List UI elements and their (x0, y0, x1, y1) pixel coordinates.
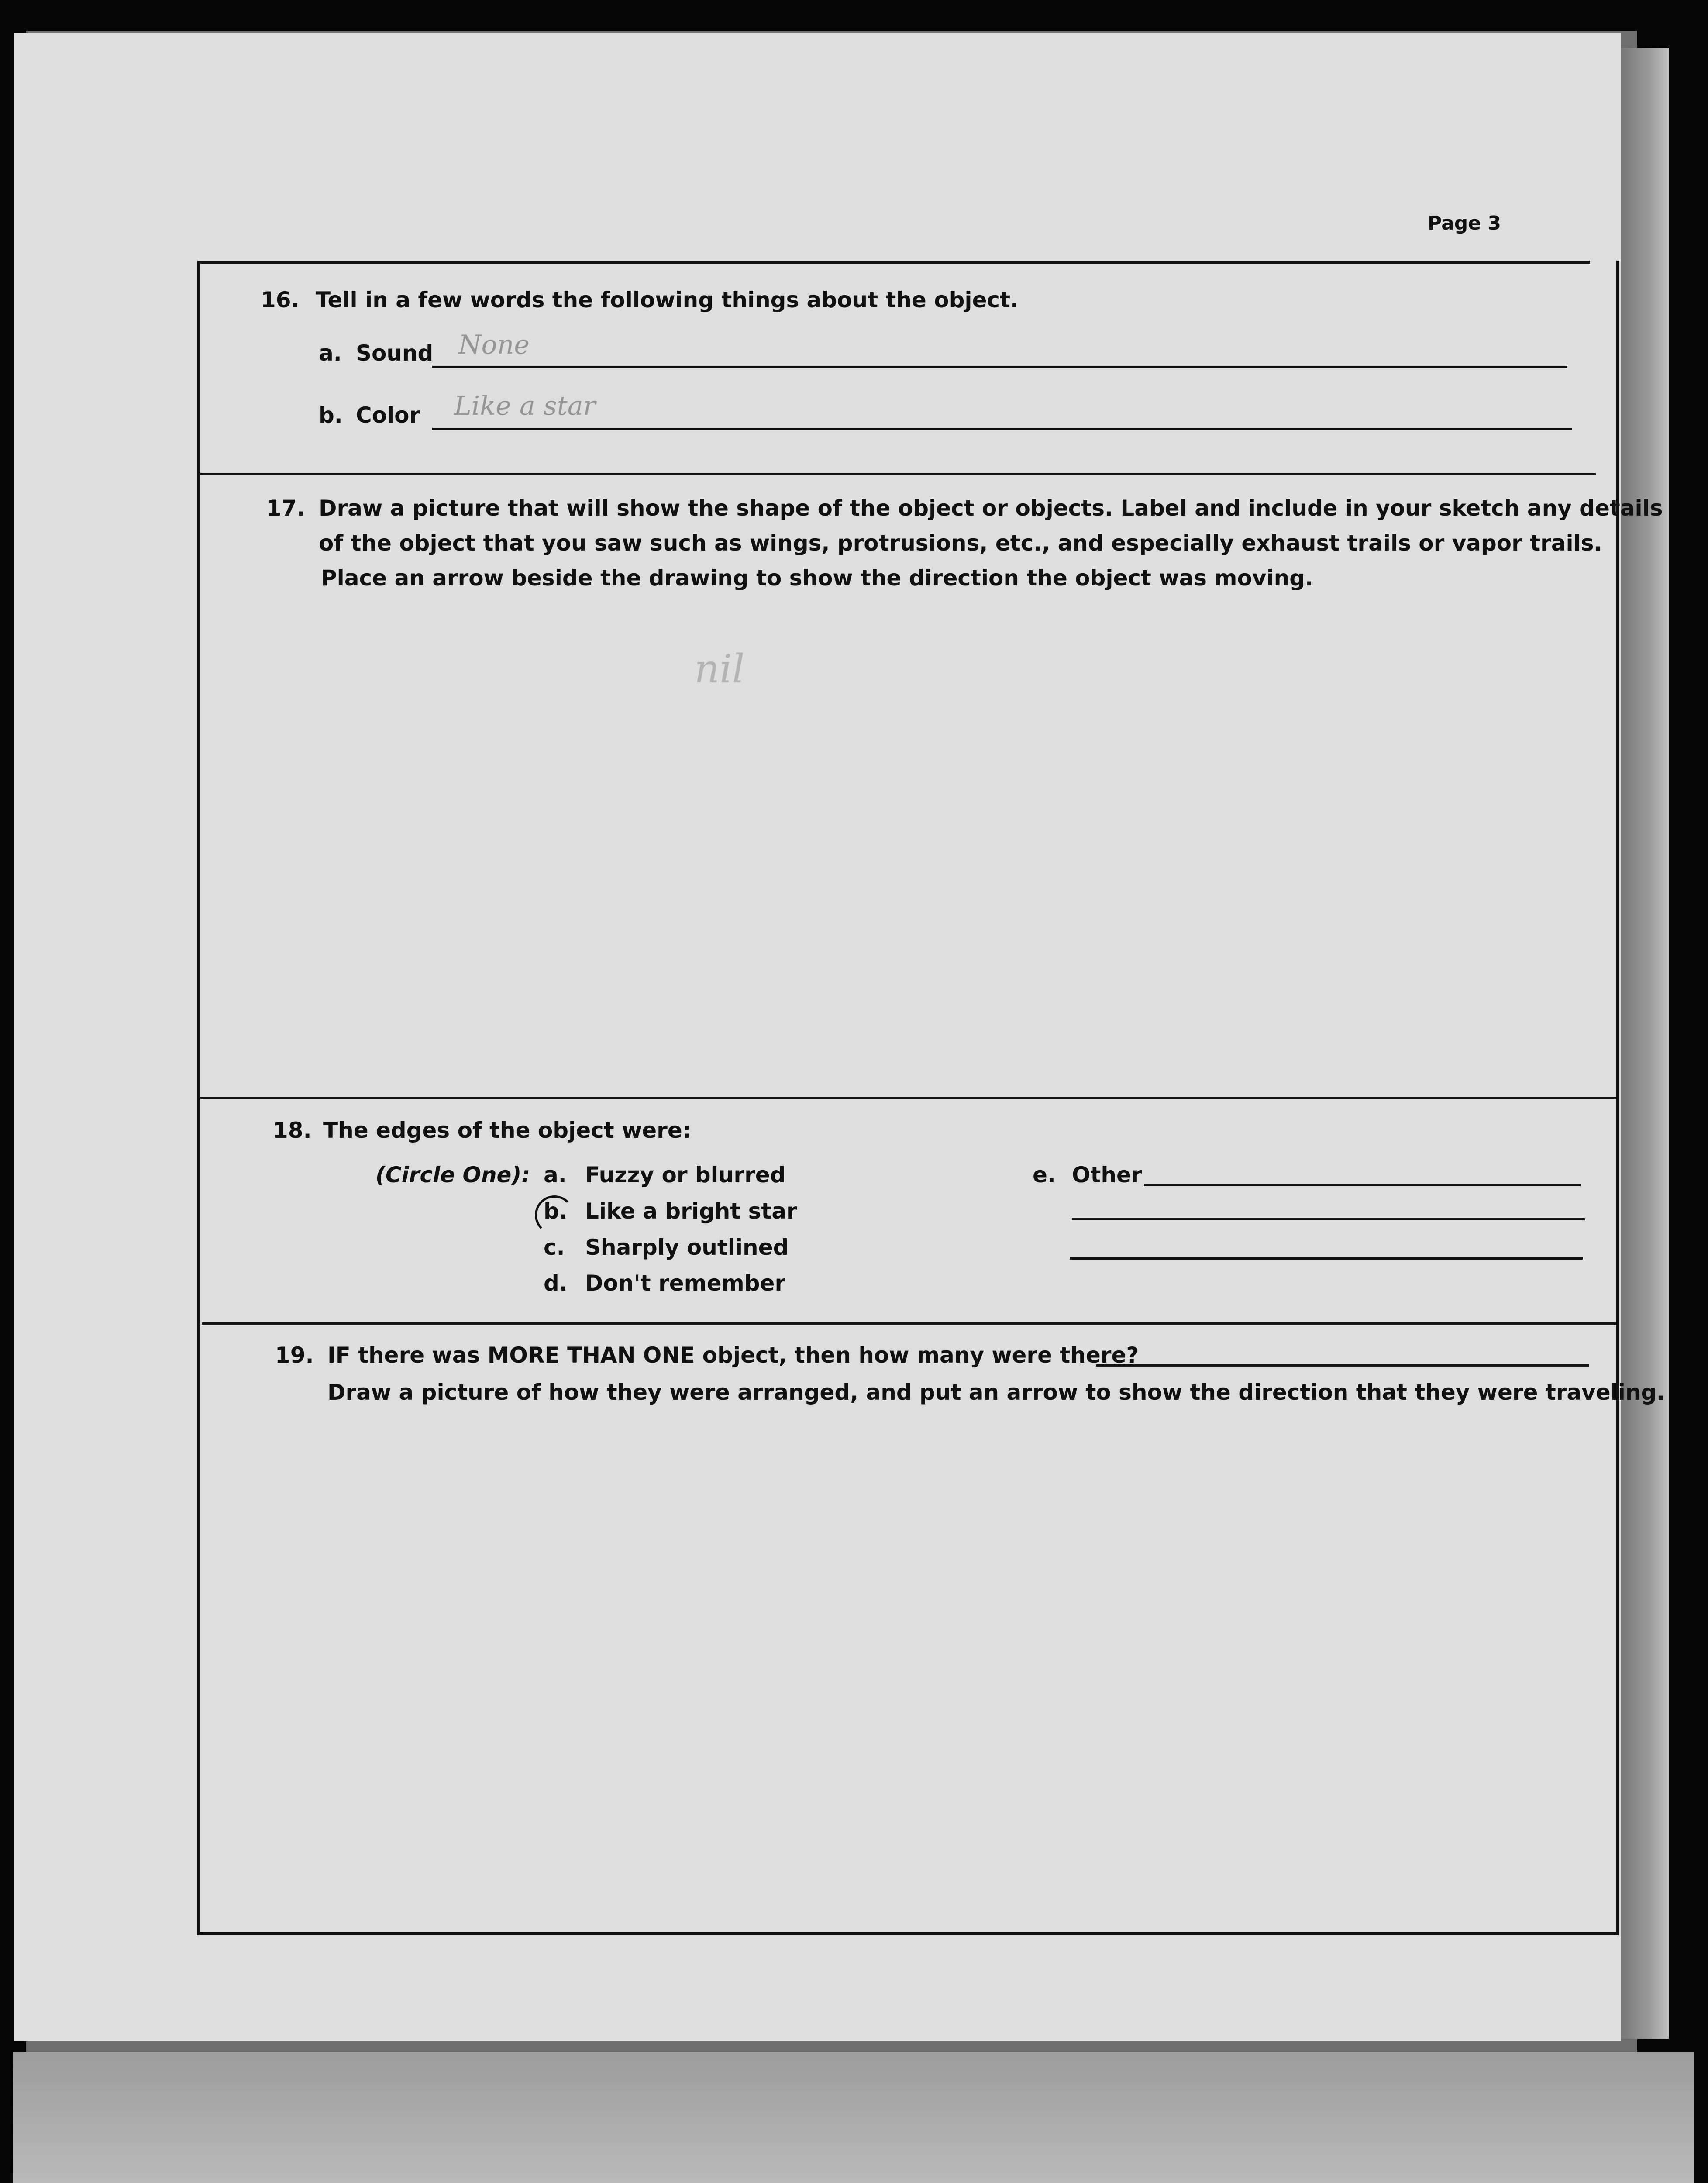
q18-text: The edges of the object were: (323, 1118, 691, 1143)
underlying-sheet (13, 2052, 1694, 2183)
q16-b-label: Color (356, 403, 420, 428)
option-a-text[interactable]: Fuzzy or blurred (585, 1162, 786, 1188)
form-frame-top (197, 261, 1590, 264)
sketch-area-faint-mark: nil (694, 646, 745, 692)
other-field-line-2[interactable] (1072, 1218, 1585, 1220)
option-b-text[interactable]: Like a bright star (585, 1198, 797, 1224)
circle-one-label: (Circle One): (375, 1162, 530, 1188)
page-number: Page 3 (1428, 212, 1501, 234)
option-d-text[interactable]: Don't remember (585, 1271, 786, 1296)
option-d-letter[interactable]: d. (544, 1271, 568, 1296)
option-c-text[interactable]: Sharply outlined (585, 1235, 789, 1260)
drawing-area-19[interactable] (205, 1419, 1611, 1925)
q17-number: 17. (266, 496, 305, 521)
q18-number: 18. (273, 1118, 312, 1143)
q16-number: 16. (261, 287, 300, 313)
section-divider-19 (202, 1322, 1619, 1325)
section-divider-18 (200, 1097, 1619, 1099)
option-a-letter[interactable]: a. (544, 1162, 567, 1188)
other-field-line-1[interactable] (1144, 1184, 1581, 1186)
q17-line2: of the object that you saw such as wings, protrusions, etc., and especially exhaust trails or vapor trails. (319, 530, 1602, 556)
q16-a-letter: a. (319, 341, 342, 366)
color-answer-handwriting: Like a star (454, 391, 596, 421)
drawing-area-17[interactable] (205, 607, 1602, 1087)
q16-b-letter: b. (319, 403, 343, 428)
other-field-line-3[interactable] (1070, 1257, 1583, 1260)
q17-line3: Place an arrow beside the drawing to show the direction the object was moving. (321, 565, 1313, 591)
page-edge-shadow (1621, 48, 1669, 2039)
section-divider-17 (199, 473, 1596, 475)
option-b-circle-mark (535, 1195, 574, 1235)
sound-answer-handwriting: None (458, 330, 530, 360)
q19-line2: Draw a picture of how they were arranged, and put an arrow to show the direction that they were traveling. (327, 1380, 1665, 1405)
option-e-letter[interactable]: e. (1033, 1162, 1056, 1188)
option-b-letter[interactable]: b. (544, 1198, 568, 1224)
q16-text: Tell in a few words the following things about the object. (316, 287, 1019, 313)
q16-a-label: Sound (356, 341, 434, 366)
option-e-label[interactable]: Other (1072, 1162, 1142, 1188)
color-field[interactable] (432, 428, 1572, 430)
q19-number: 19. (275, 1343, 314, 1368)
q19-line1: IF there was MORE THAN ONE object, then how many were there? (327, 1343, 1139, 1368)
sound-field[interactable] (432, 366, 1567, 368)
option-c-letter[interactable]: c. (544, 1235, 565, 1260)
object-count-field[interactable] (1096, 1364, 1589, 1367)
q17-line1: Draw a picture that will show the shape of the object or objects. Label and include in your sketch any details (319, 496, 1663, 521)
form-frame-bottom (197, 1932, 1619, 1935)
